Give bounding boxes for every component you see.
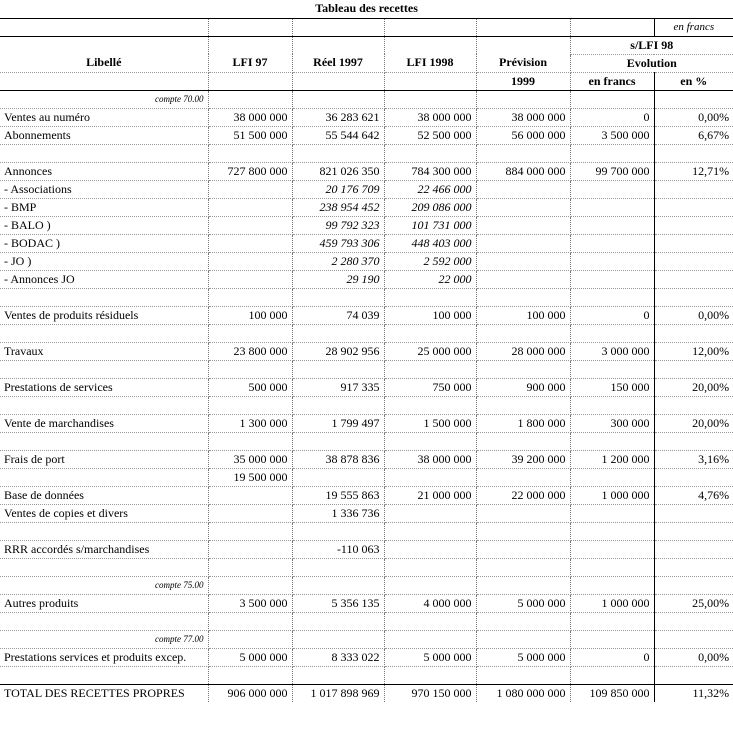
cell-reel97: 917 335: [292, 378, 384, 396]
header-en-pct: en %: [654, 72, 733, 90]
cell-reel97: 821 026 350: [292, 162, 384, 180]
row-label: Vente de marchandises: [0, 414, 208, 432]
cell-reel97: 29 190: [292, 270, 384, 288]
cell-reel97: 74 039: [292, 306, 384, 324]
cell-lfi97: 727 800 000: [208, 162, 292, 180]
cell-evf: 0: [570, 108, 654, 126]
header-libelle: Libellé: [0, 54, 208, 72]
header-prevision: Prévision: [476, 54, 570, 72]
row-label: Ventes au numéro: [0, 108, 208, 126]
table-row: [0, 648, 733, 666]
row-label: - BMP: [0, 198, 208, 216]
cell-lfi98: 4 000 000: [384, 594, 476, 612]
row-label: Autres produits: [0, 594, 208, 612]
cell-prev: 38 000 000: [476, 108, 570, 126]
cell-evp: 12,71%: [654, 162, 733, 180]
row-label: - BODAC ): [0, 234, 208, 252]
table-row: [0, 378, 733, 396]
cell-lfi98: 38 000 000: [384, 108, 476, 126]
cell-evp: 3,16%: [654, 450, 733, 468]
cell-evp: 6,67%: [654, 126, 733, 144]
cell-prev: 22 000 000: [476, 486, 570, 504]
cell-lfi97: 51 500 000: [208, 126, 292, 144]
header-lfi97: LFI 97: [208, 54, 292, 72]
cell-lfi98: 209 086 000: [384, 198, 476, 216]
row-label: - Associations: [0, 180, 208, 198]
table-row: [0, 342, 733, 360]
compte-row: [0, 630, 733, 648]
cell-lfi97: 3 500 000: [208, 594, 292, 612]
cell-evp: 25,00%: [654, 594, 733, 612]
row-label: - Annonces JO: [0, 270, 208, 288]
cell-lfi98: 750 000: [384, 378, 476, 396]
compte-label: compte 70.00: [0, 90, 208, 108]
table-row: [0, 270, 733, 288]
table-row: [0, 162, 733, 180]
blank-row: [0, 612, 733, 630]
cell-lfi98: 970 150 000: [384, 684, 476, 702]
cell-reel97: 8 333 022: [292, 648, 384, 666]
cell-prev: 1 800 000: [476, 414, 570, 432]
cell-evp: 0,00%: [654, 306, 733, 324]
blank-row: [0, 144, 733, 162]
cell-reel97: 5 356 135: [292, 594, 384, 612]
cell-evf: 1 200 000: [570, 450, 654, 468]
cell-reel97: 238 954 452: [292, 198, 384, 216]
cell-prev: 1 080 000 000: [476, 684, 570, 702]
table-row: [0, 450, 733, 468]
cell-lfi98: 2 592 000: [384, 252, 476, 270]
cell-lfi97: 906 000 000: [208, 684, 292, 702]
cell-prev: 39 200 000: [476, 450, 570, 468]
cell-evf: 3 000 000: [570, 342, 654, 360]
table-row: [0, 414, 733, 432]
table-row: [0, 594, 733, 612]
row-label: Ventes de copies et divers: [0, 504, 208, 522]
cell-reel97: 20 176 709: [292, 180, 384, 198]
compte-label: compte 75.00: [0, 576, 208, 594]
blank-row: [0, 522, 733, 540]
cell-reel97: 38 878 836: [292, 450, 384, 468]
cell-reel97: 36 283 621: [292, 108, 384, 126]
row-label: Annonces: [0, 162, 208, 180]
header-prevision-year: 1999: [476, 72, 570, 90]
cell-lfi98: 448 403 000: [384, 234, 476, 252]
row-label: [0, 468, 208, 486]
cell-lfi98: 25 000 000: [384, 342, 476, 360]
cell-reel97: 459 793 306: [292, 234, 384, 252]
table-row: [0, 126, 733, 144]
cell-prev: 884 000 000: [476, 162, 570, 180]
table-row: [0, 216, 733, 234]
cell-evp: 0,00%: [654, 648, 733, 666]
cell-evp: 11,32%: [654, 684, 733, 702]
header-en-francs: en francs: [570, 72, 654, 90]
cell-lfi98: 5 000 000: [384, 648, 476, 666]
cell-lfi98: 784 300 000: [384, 162, 476, 180]
row-label: - BALO ): [0, 216, 208, 234]
blank-row: [0, 396, 733, 414]
cell-evf: 3 500 000: [570, 126, 654, 144]
cell-lfi98: 21 000 000: [384, 486, 476, 504]
table-row: [0, 234, 733, 252]
table-row: [0, 486, 733, 504]
blank-row: [0, 360, 733, 378]
cell-prev: 900 000: [476, 378, 570, 396]
cell-evf: 99 700 000: [570, 162, 654, 180]
row-label: TOTAL DES RECETTES PROPRES: [0, 684, 208, 702]
compte-row: [0, 90, 733, 108]
cell-reel97: 55 544 642: [292, 126, 384, 144]
cell-evf: 109 850 000: [570, 684, 654, 702]
cell-lfi98: 101 731 000: [384, 216, 476, 234]
cell-reel97: -110 063: [292, 540, 384, 558]
cell-lfi98: 22 466 000: [384, 180, 476, 198]
cell-lfi98: 38 000 000: [384, 450, 476, 468]
cell-lfi98: 52 500 000: [384, 126, 476, 144]
cell-reel97: 1 336 736: [292, 504, 384, 522]
cell-lfi97: 23 800 000: [208, 342, 292, 360]
blank-row: [0, 666, 733, 684]
cell-reel97: 28 902 956: [292, 342, 384, 360]
cell-lfi97: 100 000: [208, 306, 292, 324]
blank-row: [0, 558, 733, 576]
table-row: [0, 108, 733, 126]
cell-evp: 20,00%: [654, 414, 733, 432]
header-lfi98: LFI 1998: [384, 54, 476, 72]
cell-lfi98: 22 000: [384, 270, 476, 288]
cell-prev: 5 000 000: [476, 648, 570, 666]
table-row: [0, 468, 733, 486]
table-row: [0, 540, 733, 558]
cell-evp: 20,00%: [654, 378, 733, 396]
row-label: Travaux: [0, 342, 208, 360]
cell-reel97: 99 792 323: [292, 216, 384, 234]
row-label: Prestations services et produits excep.: [0, 648, 208, 666]
cell-evf: 150 000: [570, 378, 654, 396]
cell-lfi98: 1 500 000: [384, 414, 476, 432]
table-row: [0, 180, 733, 198]
unit-note: en francs: [654, 18, 733, 36]
cell-evp: 4,76%: [654, 486, 733, 504]
cell-evf: 0: [570, 648, 654, 666]
header-evolution: Evolution: [570, 54, 733, 72]
cell-prev: 5 000 000: [476, 594, 570, 612]
cell-prev: 28 000 000: [476, 342, 570, 360]
cell-lfi97: 35 000 000: [208, 450, 292, 468]
table-title: Tableau des recettes: [0, 0, 733, 18]
row-label: Base de données: [0, 486, 208, 504]
row-label: RRR accordés s/marchandises: [0, 540, 208, 558]
cell-lfi97: 5 000 000: [208, 648, 292, 666]
cell-lfi98: 100 000: [384, 306, 476, 324]
cell-evp: 0,00%: [654, 108, 733, 126]
cell-reel97: 1 799 497: [292, 414, 384, 432]
cell-lfi97: 38 000 000: [208, 108, 292, 126]
cell-evf: 300 000: [570, 414, 654, 432]
row-label: Frais de port: [0, 450, 208, 468]
cell-lfi97: 500 000: [208, 378, 292, 396]
cell-evp: 12,00%: [654, 342, 733, 360]
cell-reel97: 19 555 863: [292, 486, 384, 504]
cell-prev: 100 000: [476, 306, 570, 324]
blank-row: [0, 288, 733, 306]
row-label: Abonnements: [0, 126, 208, 144]
cell-reel97: 1 017 898 969: [292, 684, 384, 702]
header-slfi98: s/LFI 98: [570, 36, 733, 54]
cell-evf: 0: [570, 306, 654, 324]
table-row: [0, 252, 733, 270]
table-row: [0, 306, 733, 324]
compte-row: [0, 576, 733, 594]
row-label: Ventes de produits résiduels: [0, 306, 208, 324]
cell-reel97: 2 280 370: [292, 252, 384, 270]
cell-evf: 1 000 000: [570, 594, 654, 612]
blank-row: [0, 324, 733, 342]
cell-prev: 56 000 000: [476, 126, 570, 144]
total-row: [0, 684, 733, 702]
blank-row: [0, 432, 733, 450]
cell-evf: 1 000 000: [570, 486, 654, 504]
header-reel97: Réel 1997: [292, 54, 384, 72]
cell-lfi97: 19 500 000: [208, 468, 292, 486]
compte-label: compte 77.00: [0, 630, 208, 648]
table-row: [0, 504, 733, 522]
cell-lfi97: 1 300 000: [208, 414, 292, 432]
row-label: - JO ): [0, 252, 208, 270]
table-row: [0, 198, 733, 216]
row-label: Prestations de services: [0, 378, 208, 396]
